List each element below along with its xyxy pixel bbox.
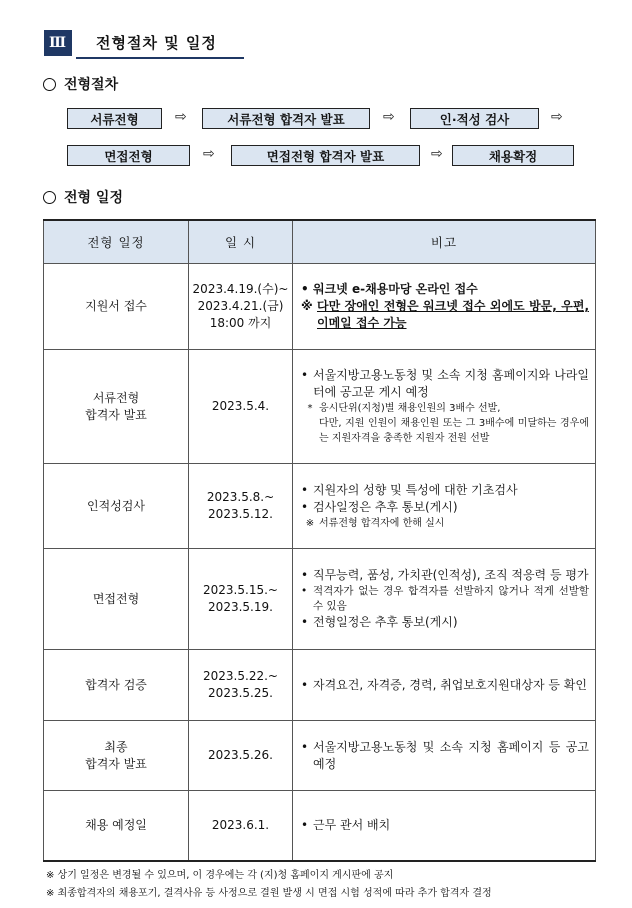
table-row [44, 350, 596, 464]
remark-note: ※ 서류전형 합격자에 한해 실시 [301, 516, 589, 531]
remarks-cell [293, 464, 596, 549]
remark-bullet: • 서울지방고용노동청 및 소속 지청 홈페이지 등 공고 예정 [301, 739, 589, 771]
arrow-right-icon: ⇨ [551, 109, 563, 125]
remark-note: ※ 다만 장애인 전형은 워크넷 접수 외에도 방문, 우편, 이메일 접수 가능 [301, 299, 589, 330]
date-cell [189, 464, 293, 549]
remarks-cell [293, 650, 596, 721]
stage-line: 합격자 발표 [85, 756, 147, 771]
schedule-table [43, 219, 596, 862]
footnote: ※ 상기 일정은 변경될 수 있으며, 이 경우에는 각 (지)청 홈페이지 게시판에 공지 [46, 870, 394, 881]
step-document-screening: 서류전형 [67, 108, 162, 129]
stage-line: 최종 [104, 739, 128, 754]
table-row [44, 549, 596, 650]
arrow-right-icon: ⇨ [175, 109, 187, 125]
date-line: 2023.4.21.(금) [197, 299, 284, 313]
step-document-result: 서류전형 합격자 발표 [202, 108, 370, 129]
header-stage: 전형 일정 [44, 220, 189, 264]
remarks-cell [293, 264, 596, 350]
remark-bullet: • 직무능력, 품성, 가치관(인적성), 조직 적응력 등 평가 [301, 568, 589, 582]
date-cell [189, 650, 293, 721]
date-line: 2023.5.12. [208, 507, 273, 521]
stage-cell: 합격자 검증 [44, 650, 189, 721]
step-hiring-confirmed: 채용확정 [452, 145, 574, 166]
table-row [44, 264, 596, 350]
date-line: 2023.5.15.~ [203, 583, 278, 597]
table-row [44, 650, 596, 721]
remarks-cell [293, 721, 596, 791]
date-cell [189, 549, 293, 650]
schedule-heading-text: 전형 일정 [64, 190, 123, 206]
remarks-cell [293, 350, 596, 464]
stage-cell: 채용 예정일 [44, 791, 189, 861]
circle-bullet-icon [43, 78, 56, 91]
stage-cell [44, 721, 189, 791]
remarks-cell [293, 791, 596, 861]
date-line: 2023.5.25. [208, 686, 273, 700]
remark-bullet: • 워크넷 e-채용마당 온라인 접수 [301, 282, 478, 296]
date-line: 2023.5.19. [208, 600, 273, 614]
section-number: Ⅲ [44, 30, 72, 56]
date-line: 2023.4.19.(수)~ [192, 282, 289, 296]
stage-cell [44, 350, 189, 464]
date-line: 18:00 까지 [209, 316, 272, 330]
table-row [44, 791, 596, 861]
remark-bullet: • 전형일정은 추후 통보(게시) [301, 615, 458, 629]
header-remarks: 비고 [293, 220, 596, 264]
asterisk-icon: * [307, 403, 313, 414]
stage-cell: 면접전형 [44, 549, 189, 650]
remark-note: 다만, 지원 인원이 채용인원 또는 그 3배수에 미달하는 경우에는 지원자격을 충족한 지원자 전원 선발 [319, 418, 589, 444]
procedure-heading [43, 74, 118, 94]
header-date: 일 시 [189, 220, 293, 264]
date-cell [189, 264, 293, 350]
remark-bullet: • 적격자가 없는 경우 합격자를 선발하지 않거나 적게 선발할 수 있음 [301, 585, 589, 612]
arrow-right-icon: ⇨ [431, 146, 443, 162]
arrow-right-icon: ⇨ [203, 146, 215, 162]
remark-bullet: • 서울지방고용노동청 및 소속 지청 홈페이지와 나라일터에 공고문 게시 예정 [301, 368, 589, 399]
date-line: 2023.5.8.~ [206, 490, 275, 504]
section-title-underline [76, 57, 244, 59]
step-interview: 면접전형 [67, 145, 190, 166]
date-cell: 2023.6.1. [189, 791, 293, 861]
step-aptitude-test: 인·적성 검사 [410, 108, 539, 129]
remark-bullet: • 지원자의 성향 및 특성에 대한 기초검사 [301, 482, 518, 497]
date-line: 2023.5.22.~ [203, 669, 278, 683]
date-cell: 2023.5.26. [189, 721, 293, 791]
table-row [44, 464, 596, 549]
stage-cell: 지원서 접수 [44, 264, 189, 350]
reference-mark-icon: ※ [305, 517, 315, 529]
stage-line: 서류전형 [92, 390, 140, 405]
circle-bullet-icon [43, 191, 56, 204]
remarks-cell [293, 549, 596, 650]
reference-mark-icon: ※ [301, 299, 313, 313]
table-header-row [44, 220, 596, 264]
remark-bullet: • 검사일정은 추후 통보(게시) [301, 499, 458, 514]
stage-line: 합격자 발표 [85, 407, 147, 422]
remark-bullet: • 자격요건, 자격증, 경력, 취업보호지원대상자 등 확인 [301, 677, 587, 692]
procedure-heading-text: 전형절차 [64, 77, 119, 93]
step-interview-result: 면접전형 합격자 발표 [231, 145, 420, 166]
stage-cell: 인적성검사 [44, 464, 189, 549]
arrow-right-icon: ⇨ [383, 109, 395, 125]
footnote: ※ 최종합격자의 채용포기, 결격사유 등 사정으로 결원 발생 시 면접 시험 성적에 따라 추가 합격자 결정 [46, 888, 492, 899]
date-cell: 2023.5.4. [189, 350, 293, 464]
remark-bullet: • 근무 관서 배치 [301, 817, 391, 832]
schedule-heading [43, 187, 123, 207]
remark-note: * 응시단위(지청)별 채용인원의 3배수 선발, [301, 401, 589, 416]
section-title: 전형절차 및 일정 [96, 34, 217, 52]
table-row [44, 721, 596, 791]
